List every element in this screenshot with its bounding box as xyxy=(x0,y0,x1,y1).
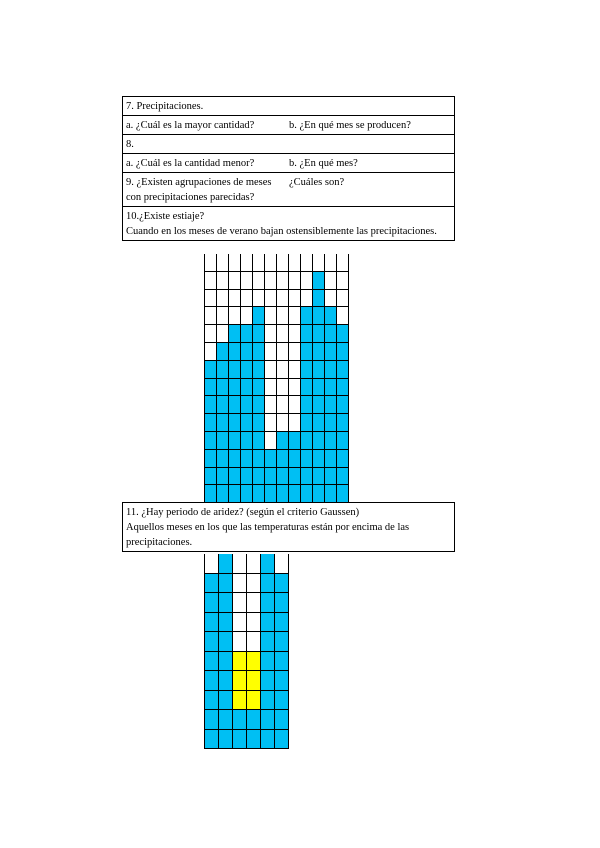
grid2-cell-c5-r2 xyxy=(261,710,275,730)
grid1-cell-c6-r10 xyxy=(265,325,277,343)
grid1-cell-c4-r14 xyxy=(241,254,253,272)
grid1-cell-c11-r1 xyxy=(325,485,337,503)
grid1-cell-c2-r14 xyxy=(217,254,229,272)
grid2-cell-c1-r4 xyxy=(205,671,219,691)
grid1-cell-c2-r10 xyxy=(217,325,229,343)
grid2-cell-c6-r4 xyxy=(275,671,289,691)
grid2-cell-c3-r10 xyxy=(233,554,247,574)
grid1-cell-c7-r4 xyxy=(277,432,289,450)
grid1-cell-c6-r1 xyxy=(265,485,277,503)
grid2-cell-c3-r1 xyxy=(233,730,247,750)
grid1-cell-c12-r13 xyxy=(337,272,349,290)
q10-row xyxy=(123,207,454,240)
grid1-cell-c3-r13 xyxy=(229,272,241,290)
grid1-cell-c2-r13 xyxy=(217,272,229,290)
grid1-cell-c8-r13 xyxy=(289,272,301,290)
grid1-cell-c8-r12 xyxy=(289,290,301,308)
grid1-cell-c11-r13 xyxy=(325,272,337,290)
q11-title: 11. ¿Hay periodo de aridez? (según el criterio Gaussen) xyxy=(126,507,360,518)
grid1-cell-c2-r7 xyxy=(217,379,229,397)
grid1-cell-c9-r4 xyxy=(301,432,313,450)
grid1-cell-c7-r5 xyxy=(277,414,289,432)
grid1-cell-c4-r10 xyxy=(241,325,253,343)
grid1-cell-c8-r6 xyxy=(289,396,301,414)
grid2-cell-c6-r10 xyxy=(275,554,289,574)
grid1-cell-c8-r4 xyxy=(289,432,301,450)
grid1-cell-c12-r12 xyxy=(337,290,349,308)
grid1-cell-c6-r4 xyxy=(265,432,277,450)
grid1-cell-c6-r14 xyxy=(265,254,277,272)
grid1-cell-c12-r9 xyxy=(337,343,349,361)
grid1-cell-c1-r13 xyxy=(205,272,217,290)
grid1-cell-c3-r3 xyxy=(229,450,241,468)
grid2-cell-c6-r3 xyxy=(275,691,289,711)
grid1-cell-c4-r4 xyxy=(241,432,253,450)
grid1-cell-c12-r1 xyxy=(337,485,349,503)
grid2-cell-c2-r10 xyxy=(219,554,233,574)
grid2-cell-c4-r7 xyxy=(247,613,261,633)
grid2-cell-c2-r3 xyxy=(219,691,233,711)
grid1-cell-c12-r4 xyxy=(337,432,349,450)
grid1-cell-c5-r13 xyxy=(253,272,265,290)
grid1-cell-c8-r8 xyxy=(289,361,301,379)
grid1-cell-c2-r5 xyxy=(217,414,229,432)
grid1-cell-c4-r12 xyxy=(241,290,253,308)
grid1-cell-c1-r6 xyxy=(205,396,217,414)
grid1-cell-c3-r8 xyxy=(229,361,241,379)
grid1-cell-c8-r2 xyxy=(289,468,301,486)
q9-row xyxy=(123,173,454,207)
grid1-cell-c1-r1 xyxy=(205,485,217,503)
grid1-cell-c3-r7 xyxy=(229,379,241,397)
grid1-cell-c10-r4 xyxy=(313,432,325,450)
grid1-cell-c9-r5 xyxy=(301,414,313,432)
grid1-cell-c10-r8 xyxy=(313,361,325,379)
grid1-cell-c5-r4 xyxy=(253,432,265,450)
grid1-cell-c4-r9 xyxy=(241,343,253,361)
q8-questions-row xyxy=(123,154,454,173)
grid2-cell-c2-r1 xyxy=(219,730,233,750)
grid1-cell-c7-r13 xyxy=(277,272,289,290)
q8-title-row xyxy=(123,135,454,154)
grid1-cell-c2-r8 xyxy=(217,361,229,379)
grid1-cell-c11-r4 xyxy=(325,432,337,450)
grid1-cell-c10-r9 xyxy=(313,343,325,361)
grid2-cell-c4-r9 xyxy=(247,574,261,594)
grid1-cell-c10-r6 xyxy=(313,396,325,414)
grid1-cell-c9-r14 xyxy=(301,254,313,272)
grid1-cell-c6-r3 xyxy=(265,450,277,468)
grid2-cell-c3-r4 xyxy=(233,671,247,691)
grid1-cell-c12-r5 xyxy=(337,414,349,432)
grid1-cell-c8-r7 xyxy=(289,379,301,397)
grid2-cell-c5-r7 xyxy=(261,613,275,633)
grid1-cell-c11-r12 xyxy=(325,290,337,308)
grid1-cell-c8-r1 xyxy=(289,485,301,503)
grid1-cell-c7-r1 xyxy=(277,485,289,503)
grid2-cell-c3-r2 xyxy=(233,710,247,730)
grid2-cell-c2-r6 xyxy=(219,632,233,652)
grid2-cell-c5-r5 xyxy=(261,652,275,672)
grid1-cell-c9-r7 xyxy=(301,379,313,397)
grid1-cell-c9-r10 xyxy=(301,325,313,343)
grid1-cell-c10-r5 xyxy=(313,414,325,432)
grid2-cell-c2-r2 xyxy=(219,710,233,730)
grid1-cell-c1-r3 xyxy=(205,450,217,468)
grid1-cell-c9-r8 xyxy=(301,361,313,379)
grid1-cell-c10-r13 xyxy=(313,272,325,290)
grid1-cell-c1-r14 xyxy=(205,254,217,272)
grid1-cell-c5-r14 xyxy=(253,254,265,272)
grid1-cell-c4-r13 xyxy=(241,272,253,290)
grid1-cell-c10-r11 xyxy=(313,307,325,325)
grid1-cell-c12-r8 xyxy=(337,361,349,379)
grid1-cell-c12-r3 xyxy=(337,450,349,468)
grid2-cell-c4-r3 xyxy=(247,691,261,711)
grid1-cell-c4-r11 xyxy=(241,307,253,325)
q8-b: b. ¿En qué mes? xyxy=(289,158,358,169)
grid1-cell-c2-r12 xyxy=(217,290,229,308)
q9-line2: con precipitaciones parecidas? xyxy=(126,192,255,203)
grid1-cell-c6-r5 xyxy=(265,414,277,432)
q8-a: a. ¿Cuál es la cantidad menor? xyxy=(126,158,255,169)
grid1-cell-c3-r6 xyxy=(229,396,241,414)
grid1-cell-c9-r1 xyxy=(301,485,313,503)
grid1-cell-c6-r9 xyxy=(265,343,277,361)
grid1-cell-c11-r5 xyxy=(325,414,337,432)
grid2-cell-c4-r8 xyxy=(247,593,261,613)
grid2-cell-c5-r8 xyxy=(261,593,275,613)
grid1-cell-c12-r7 xyxy=(337,379,349,397)
grid1-cell-c8-r11 xyxy=(289,307,301,325)
grid2-cell-c3-r8 xyxy=(233,593,247,613)
grid1-cell-c10-r7 xyxy=(313,379,325,397)
grid1-cell-c4-r1 xyxy=(241,485,253,503)
grid1-cell-c4-r7 xyxy=(241,379,253,397)
grid1-cell-c7-r9 xyxy=(277,343,289,361)
grid1-cell-c4-r5 xyxy=(241,414,253,432)
grid1-cell-c6-r8 xyxy=(265,361,277,379)
grid1-cell-c3-r14 xyxy=(229,254,241,272)
grid1-cell-c11-r2 xyxy=(325,468,337,486)
grid2-cell-c4-r4 xyxy=(247,671,261,691)
grid1-cell-c5-r12 xyxy=(253,290,265,308)
q9-line1-b: ¿Cuáles son? xyxy=(289,177,345,188)
grid1-cell-c11-r14 xyxy=(325,254,337,272)
grid1-cell-c7-r3 xyxy=(277,450,289,468)
grid1-cell-c4-r3 xyxy=(241,450,253,468)
grid2-cell-c5-r9 xyxy=(261,574,275,594)
grid1-cell-c9-r11 xyxy=(301,307,313,325)
grid2-cell-c6-r1 xyxy=(275,730,289,750)
questions-table-11 xyxy=(122,502,455,552)
grid1-cell-c4-r2 xyxy=(241,468,253,486)
grid2-cell-c6-r2 xyxy=(275,710,289,730)
grid2-cell-c5-r6 xyxy=(261,632,275,652)
grid1-cell-c7-r11 xyxy=(277,307,289,325)
grid1-cell-c5-r9 xyxy=(253,343,265,361)
grid1-cell-c3-r4 xyxy=(229,432,241,450)
grid2-cell-c4-r10 xyxy=(247,554,261,574)
grid1-cell-c10-r1 xyxy=(313,485,325,503)
grid2-cell-c6-r7 xyxy=(275,613,289,633)
grid1-cell-c2-r3 xyxy=(217,450,229,468)
grid2-cell-c6-r6 xyxy=(275,632,289,652)
grid1-cell-c6-r11 xyxy=(265,307,277,325)
grid1-cell-c8-r9 xyxy=(289,343,301,361)
grid1-cell-c10-r2 xyxy=(313,468,325,486)
q7-title-row xyxy=(123,97,454,116)
grid1-cell-c4-r6 xyxy=(241,396,253,414)
precipitation-grid-chart xyxy=(204,254,349,503)
grid1-cell-c10-r3 xyxy=(313,450,325,468)
grid1-cell-c2-r11 xyxy=(217,307,229,325)
grid2-cell-c3-r9 xyxy=(233,574,247,594)
grid1-cell-c9-r6 xyxy=(301,396,313,414)
grid1-cell-c5-r2 xyxy=(253,468,265,486)
grid1-cell-c9-r9 xyxy=(301,343,313,361)
grid1-cell-c12-r14 xyxy=(337,254,349,272)
grid1-cell-c8-r3 xyxy=(289,450,301,468)
grid2-cell-c2-r7 xyxy=(219,613,233,633)
grid1-cell-c8-r10 xyxy=(289,325,301,343)
grid1-cell-c7-r6 xyxy=(277,396,289,414)
grid1-cell-c10-r10 xyxy=(313,325,325,343)
grid2-cell-c3-r5 xyxy=(233,652,247,672)
grid1-cell-c1-r5 xyxy=(205,414,217,432)
grid1-cell-c7-r8 xyxy=(277,361,289,379)
aridity-grid-chart xyxy=(204,554,289,749)
grid2-cell-c2-r9 xyxy=(219,574,233,594)
grid1-cell-c12-r11 xyxy=(337,307,349,325)
grid1-cell-c9-r3 xyxy=(301,450,313,468)
grid1-cell-c1-r10 xyxy=(205,325,217,343)
grid1-cell-c6-r12 xyxy=(265,290,277,308)
grid2-cell-c5-r3 xyxy=(261,691,275,711)
grid2-cell-c4-r5 xyxy=(247,652,261,672)
grid1-cell-c11-r8 xyxy=(325,361,337,379)
grid2-cell-c2-r5 xyxy=(219,652,233,672)
grid2-cell-c3-r3 xyxy=(233,691,247,711)
grid1-cell-c6-r13 xyxy=(265,272,277,290)
grid2-cell-c6-r5 xyxy=(275,652,289,672)
grid2-cell-c1-r1 xyxy=(205,730,219,750)
grid1-cell-c1-r12 xyxy=(205,290,217,308)
grid1-cell-c2-r1 xyxy=(217,485,229,503)
grid2-cell-c1-r7 xyxy=(205,613,219,633)
grid1-cell-c6-r2 xyxy=(265,468,277,486)
grid1-cell-c9-r2 xyxy=(301,468,313,486)
grid1-cell-c10-r12 xyxy=(313,290,325,308)
grid1-cell-c6-r6 xyxy=(265,396,277,414)
grid1-cell-c12-r2 xyxy=(337,468,349,486)
grid2-cell-c5-r4 xyxy=(261,671,275,691)
grid1-cell-c5-r10 xyxy=(253,325,265,343)
grid1-cell-c11-r3 xyxy=(325,450,337,468)
grid1-cell-c6-r7 xyxy=(265,379,277,397)
grid2-cell-c5-r1 xyxy=(261,730,275,750)
grid2-cell-c3-r7 xyxy=(233,613,247,633)
grid1-cell-c1-r8 xyxy=(205,361,217,379)
grid2-cell-c1-r5 xyxy=(205,652,219,672)
grid1-cell-c5-r6 xyxy=(253,396,265,414)
grid1-cell-c7-r7 xyxy=(277,379,289,397)
grid1-cell-c5-r3 xyxy=(253,450,265,468)
q7-title: 7. Precipitaciones. xyxy=(126,101,204,112)
grid1-cell-c2-r2 xyxy=(217,468,229,486)
grid1-cell-c11-r11 xyxy=(325,307,337,325)
grid1-cell-c11-r10 xyxy=(325,325,337,343)
q7-a: a. ¿Cuál es la mayor cantidad? xyxy=(126,120,255,131)
q7-b: b. ¿En qué mes se producen? xyxy=(289,120,411,131)
grid1-cell-c5-r1 xyxy=(253,485,265,503)
grid2-cell-c1-r6 xyxy=(205,632,219,652)
grid1-cell-c10-r14 xyxy=(313,254,325,272)
grid1-cell-c1-r4 xyxy=(205,432,217,450)
grid1-cell-c11-r9 xyxy=(325,343,337,361)
grid1-cell-c7-r14 xyxy=(277,254,289,272)
grid1-cell-c1-r7 xyxy=(205,379,217,397)
grid1-cell-c3-r11 xyxy=(229,307,241,325)
grid2-cell-c2-r8 xyxy=(219,593,233,613)
questions-table-7-10 xyxy=(122,96,455,241)
grid1-cell-c3-r2 xyxy=(229,468,241,486)
grid1-cell-c9-r13 xyxy=(301,272,313,290)
grid2-cell-c1-r8 xyxy=(205,593,219,613)
grid2-cell-c5-r10 xyxy=(261,554,275,574)
grid2-cell-c3-r6 xyxy=(233,632,247,652)
grid1-cell-c5-r8 xyxy=(253,361,265,379)
q11-answer: Aquellos meses en los que las temperaturas están por encima de las precipitaciones. xyxy=(126,522,410,548)
grid2-cell-c6-r8 xyxy=(275,593,289,613)
q8-title: 8. xyxy=(126,139,134,150)
grid2-cell-c1-r3 xyxy=(205,691,219,711)
q10-title: 10.¿Existe estiaje? xyxy=(126,211,205,222)
grid1-cell-c7-r12 xyxy=(277,290,289,308)
grid1-cell-c9-r12 xyxy=(301,290,313,308)
q7-questions-row xyxy=(123,116,454,135)
grid2-cell-c1-r9 xyxy=(205,574,219,594)
grid1-cell-c4-r8 xyxy=(241,361,253,379)
grid2-cell-c2-r4 xyxy=(219,671,233,691)
grid1-cell-c2-r6 xyxy=(217,396,229,414)
grid1-cell-c3-r9 xyxy=(229,343,241,361)
grid1-cell-c7-r2 xyxy=(277,468,289,486)
grid2-cell-c1-r10 xyxy=(205,554,219,574)
grid1-cell-c1-r11 xyxy=(205,307,217,325)
grid2-cell-c4-r6 xyxy=(247,632,261,652)
grid1-cell-c2-r9 xyxy=(217,343,229,361)
grid1-cell-c8-r5 xyxy=(289,414,301,432)
grid1-cell-c5-r7 xyxy=(253,379,265,397)
grid1-cell-c12-r10 xyxy=(337,325,349,343)
q9-line1-a: 9. ¿Existen agrupaciones de meses xyxy=(126,177,272,188)
grid1-cell-c7-r10 xyxy=(277,325,289,343)
grid1-cell-c3-r5 xyxy=(229,414,241,432)
grid1-cell-c1-r9 xyxy=(205,343,217,361)
grid1-cell-c1-r2 xyxy=(205,468,217,486)
grid1-cell-c8-r14 xyxy=(289,254,301,272)
grid1-cell-c11-r6 xyxy=(325,396,337,414)
grid1-cell-c5-r11 xyxy=(253,307,265,325)
grid2-cell-c1-r2 xyxy=(205,710,219,730)
grid1-cell-c12-r6 xyxy=(337,396,349,414)
grid2-cell-c6-r9 xyxy=(275,574,289,594)
grid1-cell-c11-r7 xyxy=(325,379,337,397)
q10-answer: Cuando en los meses de verano bajan ostensiblemente las precipitaciones. xyxy=(126,226,437,237)
grid1-cell-c2-r4 xyxy=(217,432,229,450)
grid1-cell-c3-r1 xyxy=(229,485,241,503)
grid2-cell-c4-r2 xyxy=(247,710,261,730)
q11-row xyxy=(123,503,454,551)
grid1-cell-c5-r5 xyxy=(253,414,265,432)
grid2-cell-c4-r1 xyxy=(247,730,261,750)
grid1-cell-c3-r10 xyxy=(229,325,241,343)
grid1-cell-c3-r12 xyxy=(229,290,241,308)
